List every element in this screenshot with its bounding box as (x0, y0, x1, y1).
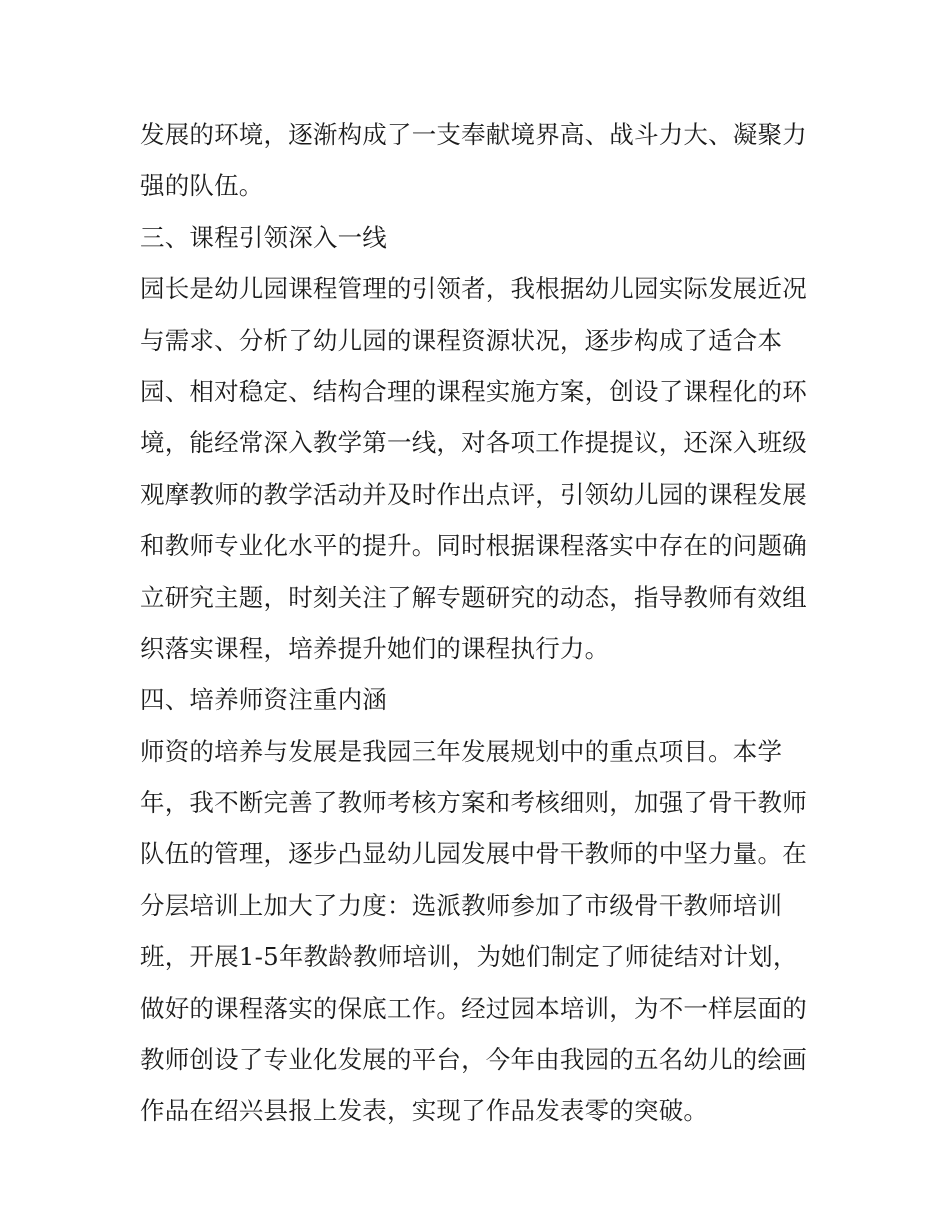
text-line: 观摩教师的教学活动并及时作出点评，引领幼儿园的课程发展 (140, 479, 807, 509)
text-line: 做好的课程落实的保底工作。经过园本培训，为不一样层面的 (140, 993, 807, 1023)
section-heading: 三、课程引领深入一线 (140, 222, 387, 252)
text-line: 分层培训上加大了力度：选派教师参加了市级骨干教师培训 (140, 890, 783, 920)
text-line: 教师创设了专业化发展的平台，今年由我园的五名幼儿的绘画 (140, 1045, 807, 1075)
text-line: 师资的培养与发展是我园三年发展规划中的重点项目。本学 (140, 736, 783, 766)
text-line: 与需求、分析了幼儿园的课程资源状况，逐步构成了适合本 (140, 325, 783, 355)
text-line: 织落实课程，培养提升她们的课程执行力。 (140, 633, 610, 663)
text-line: 强的队伍。 (140, 171, 264, 201)
text-line: 立研究主题，时刻关注了解专题研究的动态，指导教师有效组 (140, 582, 807, 612)
text-line: 园长是幼儿园课程管理的引领者，我根据幼儿园实际发展近况 (140, 274, 807, 304)
text-line: 队伍的管理，逐步凸显幼儿园发展中骨干教师的中坚力量。在 (140, 839, 807, 869)
document-body (140, 109, 820, 1137)
text-line: 班，开展1-5年教龄教师培训，为她们制定了师徒结对计划， (140, 942, 798, 972)
text-line: 和教师专业化水平的提升。同时根据课程落实中存在的问题确 (140, 531, 807, 561)
text-line: 作品在绍兴县报上发表，实现了作品发表零的突破。 (140, 1096, 709, 1126)
text-line: 园、相对稳定、结构合理的课程实施方案，创设了课程化的环 (140, 376, 807, 406)
text-line: 境，能经常深入教学第一线，对各项工作提提议，还深入班级 (140, 428, 807, 458)
text-line: 年，我不断完善了教师考核方案和考核细则，加强了骨干教师 (140, 788, 807, 818)
section-heading: 四、培养师资注重内涵 (140, 685, 387, 715)
text-line: 发展的环境，逐渐构成了一支奉献境界高、战斗力大、凝聚力 (140, 120, 807, 149)
